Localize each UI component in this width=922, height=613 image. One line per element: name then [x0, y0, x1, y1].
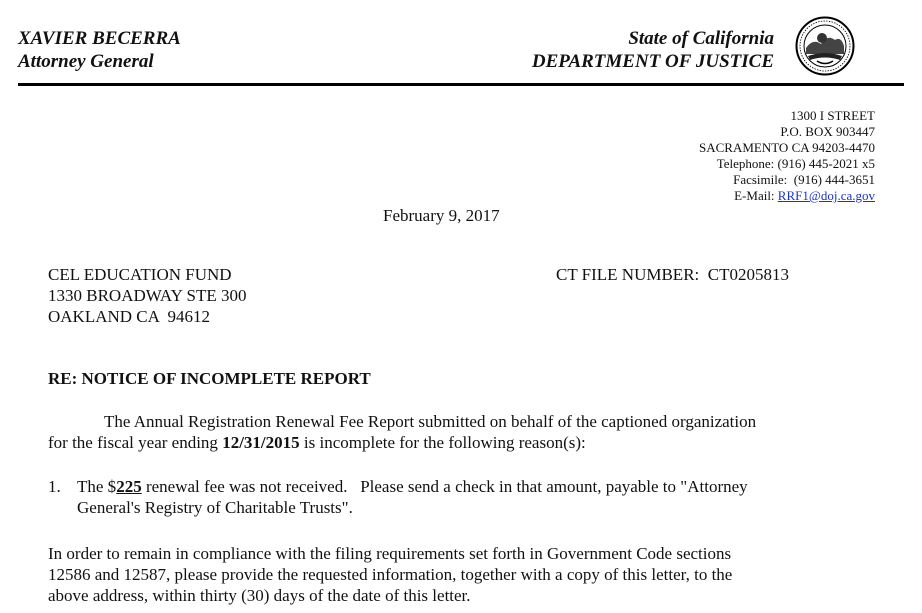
attorney-title: Attorney General [18, 51, 154, 72]
state-name: State of California [628, 28, 774, 49]
recipient-street: 1330 BROADWAY STE 300 [48, 286, 247, 305]
recipient-name: CEL EDUCATION FUND [48, 265, 232, 284]
attorney-name: XAVIER BECERRA [18, 28, 181, 49]
item-1-line-1 [77, 476, 907, 497]
item-1 [77, 476, 907, 518]
fee-amount: 225 [116, 477, 142, 496]
email-link[interactable]: RRF1@doj.ca.gov [777, 188, 875, 203]
item-1-line-2: General's Registry of Charitable Trusts". [77, 498, 353, 517]
address-facsimile: Facsimile: (916) 444-3651 [733, 172, 875, 187]
address-email-line [699, 188, 875, 204]
closing-line-2: 12586 and 12587, please provide the requested information, together with a copy of this letter, to the [48, 565, 733, 584]
ct-file-number: CT FILE NUMBER: CT0205813 [556, 265, 789, 284]
closing-paragraph [48, 543, 908, 606]
recipient-city: OAKLAND CA 94612 [48, 307, 210, 326]
subject-line: RE: NOTICE OF INCOMPLETE REPORT [48, 369, 371, 388]
department-name: DEPARTMENT OF JUSTICE [531, 51, 774, 72]
state-seal-icon [795, 16, 855, 76]
item-1-text: renewal fee was not received. Please send a check in that amount, payable to "Attorney [141, 477, 748, 496]
closing-line-3: above address, within thirty (30) days of the date of this letter. [48, 586, 471, 605]
header-rule [18, 83, 904, 86]
return-address [699, 108, 875, 204]
intro-text-end: is incomplete for the following reason(s): [299, 433, 586, 452]
intro-line-1: The Annual Registration Renewal Fee Report submitted on behalf of the captioned organization [104, 412, 757, 431]
closing-line-1: In order to remain in compliance with the filing requirements set forth in Government Code sections [48, 544, 732, 563]
address-street: 1300 I STREET [790, 108, 875, 123]
intro-line-2 [48, 432, 908, 453]
fiscal-year-date: 12/31/2015 [222, 433, 300, 452]
item-1-prefix: The $ [77, 477, 117, 496]
address-pobox: P.O. BOX 903447 [780, 124, 875, 139]
intro-paragraph [48, 411, 908, 453]
item-number: 1. [48, 477, 61, 496]
email-label: E-Mail: [734, 188, 778, 203]
intro-text: for the fiscal year ending [48, 433, 223, 452]
recipient-block [48, 264, 247, 327]
letter-date: February 9, 2017 [383, 206, 500, 225]
address-city: SACRAMENTO CA 94203-4470 [698, 140, 875, 155]
address-telephone: Telephone: (916) 445-2021 x5 [716, 156, 875, 171]
